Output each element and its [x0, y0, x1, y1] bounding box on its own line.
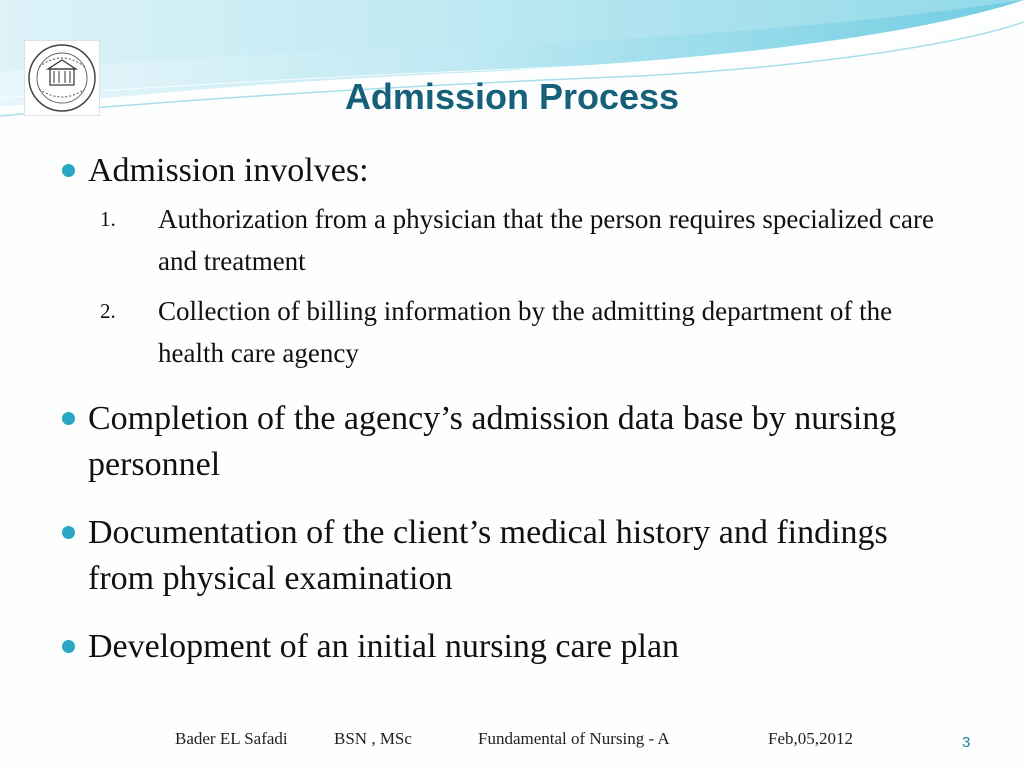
bullet-text: Admission involves: — [88, 152, 369, 189]
list-item-number: 2. — [100, 299, 116, 323]
list-item — [56, 198, 956, 282]
bullet-text: Documentation of the client’s medical history and findings from physical examination — [88, 514, 888, 597]
bullet-text: Completion of the agency’s admission data base by nursing personnel — [88, 400, 897, 483]
bullet-item — [56, 624, 956, 670]
footer-author: Bader EL Safadi — [175, 729, 288, 748]
bullet-dot-icon — [62, 412, 75, 425]
list-item-text: Authorization from a physician that the person requires specialized care and treatment — [158, 204, 934, 276]
list-item-number: 1. — [100, 207, 116, 231]
bullet-dot-icon — [62, 164, 75, 177]
bullet-item — [56, 510, 956, 602]
numbered-list — [56, 198, 956, 374]
header-wave-decoration — [0, 0, 1024, 140]
footer-course: Fundamental of Nursing - A — [478, 729, 670, 748]
bullet-item — [56, 396, 956, 488]
bullet-dot-icon — [62, 526, 75, 539]
footer-date: Feb,05,2012 — [768, 729, 853, 748]
page-number: 3 — [962, 734, 971, 751]
bullet-item — [56, 148, 956, 194]
list-item — [56, 290, 956, 374]
list-item-text: Collection of billing information by the admitting department of the health care agency — [158, 296, 893, 368]
bullet-dot-icon — [62, 640, 75, 653]
slide-title: Admission Process — [344, 76, 680, 117]
bullet-text: Development of an initial nursing care plan — [88, 628, 680, 665]
slide-content — [56, 148, 956, 670]
footer-degree: BSN , MSc — [334, 729, 412, 748]
